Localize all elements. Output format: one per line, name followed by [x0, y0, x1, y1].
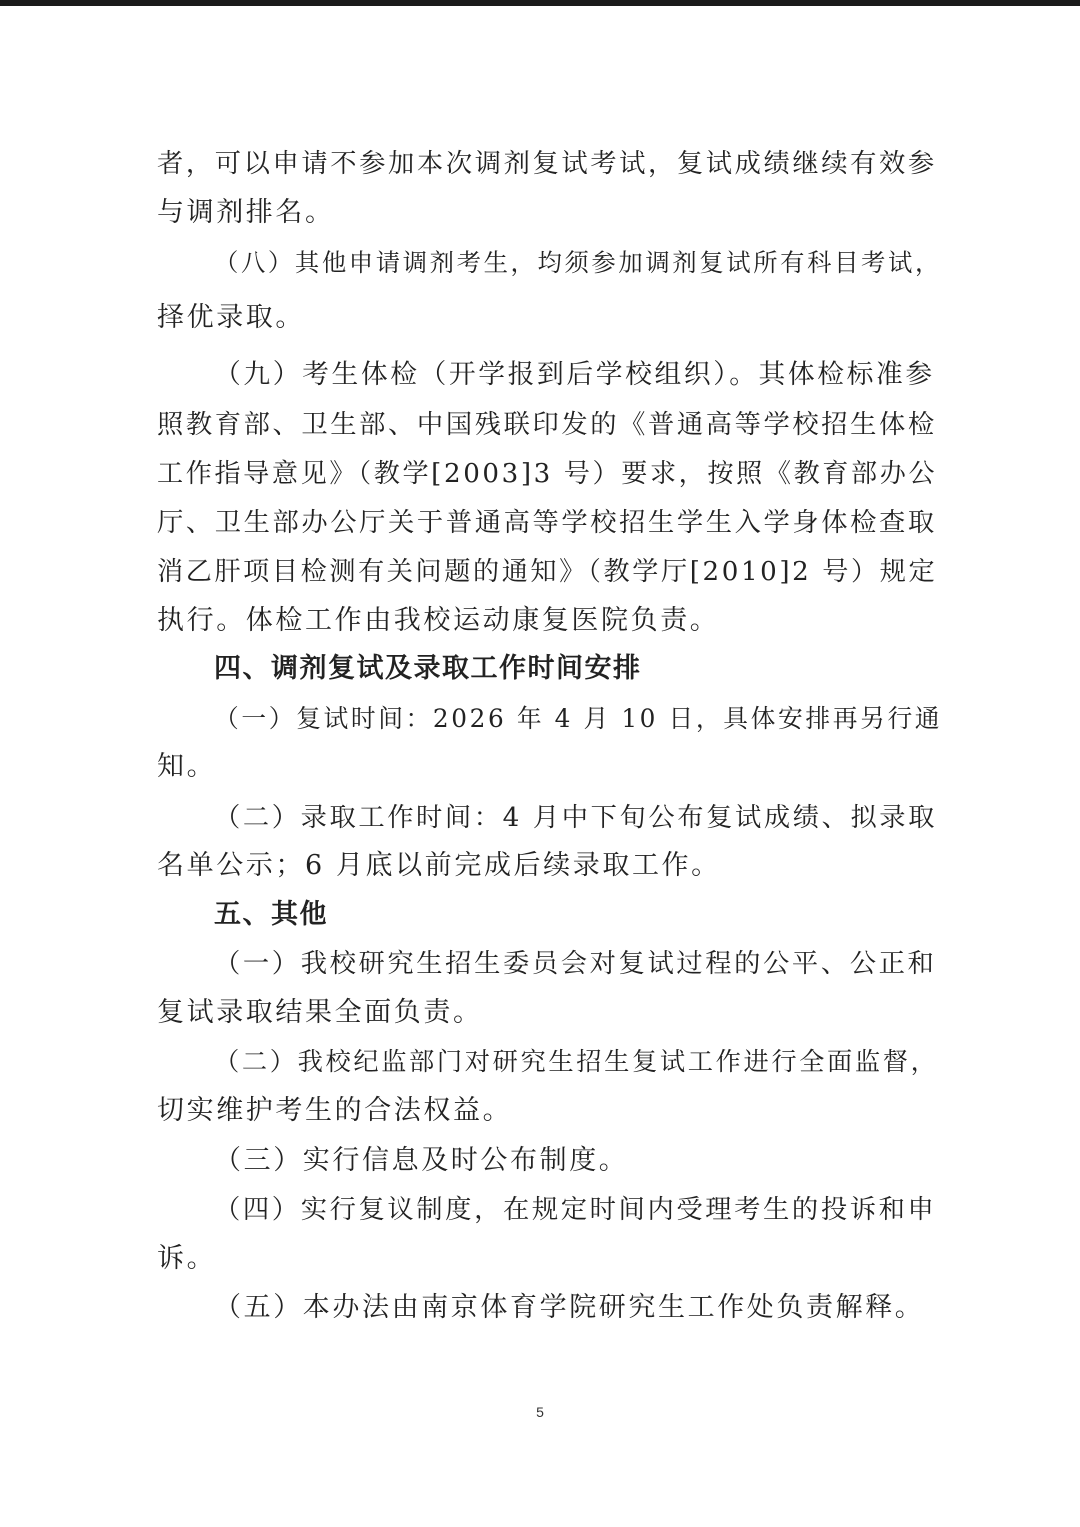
page-number: 5: [536, 1404, 544, 1420]
text-line: 复试录取结果全面负责。: [157, 997, 483, 1028]
text-line: （一）我校研究生招生委员会对复试过程的公平、公正和: [214, 949, 937, 979]
text-line: （一）复试时间：2026 年 4 月 10 日，具体安排再另行通: [214, 704, 943, 733]
text-line: 厅、卫生部办公厅关于普通高等学校招生学生入学身体检查取: [157, 508, 937, 538]
text-line: 切实维护考生的合法权益。: [157, 1095, 513, 1126]
text-line: 择优录取。: [157, 302, 305, 333]
text-line: 执行。体检工作由我校运动康复医院负责。: [157, 605, 720, 636]
text-line: 工作指导意见》（教学[2003]3 号）要求，按照《教育部办公: [157, 459, 938, 489]
section-heading: 四、调剂复试及录取工作时间安排: [214, 653, 642, 684]
text-line: 与调剂排名。: [157, 197, 335, 228]
section-heading: 五、其他: [214, 899, 328, 930]
text-line: （二）我校纪监部门对研究生招生复试工作进行全面监督，: [214, 1047, 939, 1076]
top-border: [0, 0, 1080, 6]
text-line: （四）实行复议制度，在规定时间内受理考生的投诉和申: [214, 1195, 937, 1225]
text-line: 名单公示；6 月底以前完成后续录取工作。: [157, 850, 721, 881]
text-line: （五）本办法由南京体育学院研究生工作处负责解释。: [214, 1292, 925, 1323]
text-line: 消乙肝项目检测有关问题的通知》（教学厅[2010]2 号）规定: [157, 557, 938, 587]
text-line: 诉。: [157, 1243, 217, 1274]
text-line: 照教育部、卫生部、中国残联印发的《普通高等学校招生体检: [157, 410, 937, 440]
text-line: （二）录取工作时间：4 月中下旬公布复试成绩、拟录取: [214, 803, 938, 833]
text-line: 知。: [157, 751, 217, 782]
text-line: 者，可以申请不参加本次调剂复试考试，复试成绩继续有效参: [157, 149, 937, 179]
text-line: （八）其他申请调剂考生，均须参加调剂复试所有科目考试，: [214, 248, 942, 277]
text-line: （三）实行信息及时公布制度。: [214, 1145, 629, 1176]
text-line: （九）考生体检（开学报到后学校组织）。其体检标准参: [214, 359, 935, 390]
